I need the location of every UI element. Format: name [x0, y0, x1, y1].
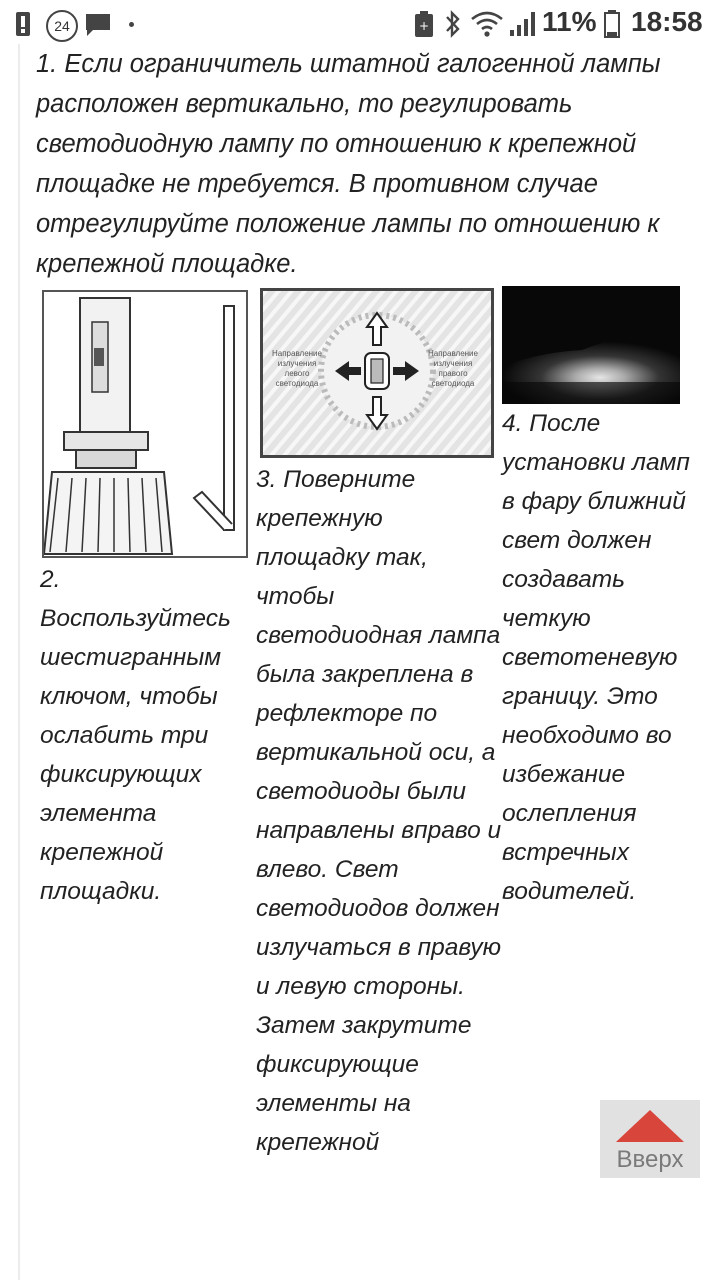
- scroll-to-top-button[interactable]: [600, 1100, 700, 1178]
- message-icon: [84, 12, 112, 38]
- wifi-icon: [470, 10, 504, 38]
- led-bulb-hex-key-image: [42, 290, 248, 558]
- status-bar: [0, 0, 720, 44]
- signal-icon: [508, 10, 538, 38]
- article-content: [18, 44, 702, 1280]
- step-2-text: 2. Воспользуйтесь шестигранным ключом, чтобы ослабить три фиксирующих элемента крепежной площадки.: [40, 566, 231, 905]
- up-arrow-icon: [616, 1110, 684, 1142]
- left-led-direction-label: Направление излучения левого светодиода: [272, 349, 322, 388]
- step-1-text: 1. Если ограничитель штатной галогенной лампы расположен вертикально, то регулировать светодиодную лампу по отношению к крепежной площадке не требуется. В противном случае отрегулируйте положение лампы по отношению к крепежной площадке.: [36, 50, 661, 278]
- rotation-diagram-image: [260, 288, 494, 458]
- low-beam-pattern-image: [502, 286, 680, 404]
- clock: 18:58: [631, 6, 703, 37]
- notification-count-badge: 24: [46, 10, 78, 42]
- dot-icon: [129, 22, 134, 27]
- battery-icon: [604, 10, 620, 38]
- battery-saver-icon: [414, 11, 434, 37]
- scroll-to-top-label: Вверх: [616, 1146, 684, 1173]
- alert-icon: [16, 12, 30, 36]
- step-3-text: 3. Поверните крепежную площадку так, чтобы светодиодная лампа была закреплена в рефлекторе по вертикальной оси, а светодиоды были направлены вправо и влево. Свет светодиодов должен излучаться в правую и левую стороны. Затем закрутите фиксирующие элементы на крепежной: [256, 466, 502, 1156]
- battery-percent: 11%: [542, 6, 597, 37]
- bluetooth-icon: [444, 10, 462, 38]
- step-4-text: 4. После установки ламп в фару ближний свет должен создавать четкую светотеневую границу. Это необходимо во избежание ослепления встречных водителей.: [502, 410, 690, 905]
- svg-text:+: +: [418, 19, 430, 33]
- right-led-direction-label: Направление излучения правого светодиода: [428, 349, 478, 388]
